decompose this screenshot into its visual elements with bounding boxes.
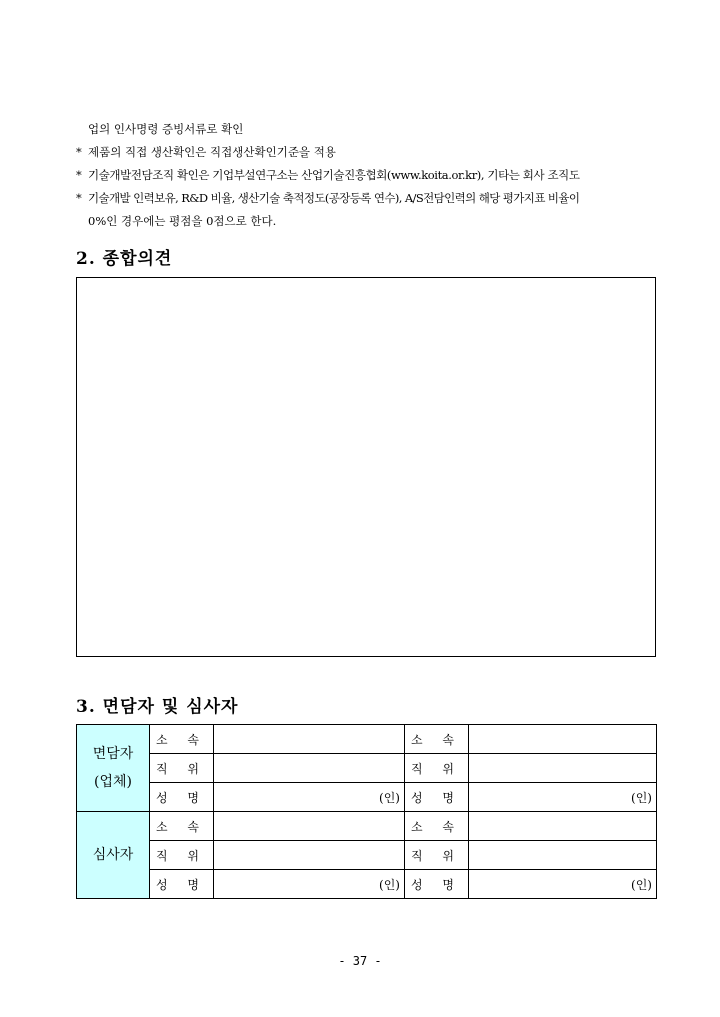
note-bullet: * [76, 145, 82, 159]
note-text: 0%인 경우에는 평점을 0점으로 한다. [88, 214, 277, 228]
note-bullet: * [76, 191, 82, 205]
seal-mark: (인) [379, 877, 400, 892]
note-line [76, 210, 580, 233]
table-row [77, 870, 657, 899]
section-title-opinion: 2. 종합의견 [76, 249, 173, 269]
position-label: 직 위 [150, 754, 214, 783]
table-row [77, 812, 657, 841]
position-label: 직 위 [405, 841, 469, 870]
table-row [77, 725, 657, 754]
examiner-1-position-field[interactable] [214, 841, 405, 870]
position-label: 직 위 [405, 754, 469, 783]
name-label: 성 명 [150, 870, 214, 899]
affiliation-label: 소 속 [150, 725, 214, 754]
examiner-2-position-field[interactable] [469, 841, 657, 870]
opinion-textbox[interactable] [76, 277, 656, 657]
interviewee-1-affiliation-field[interactable] [214, 725, 405, 754]
table-row [77, 841, 657, 870]
examiner-group-label: 심사자 [77, 812, 150, 899]
note-line [76, 164, 580, 187]
interviewee-1-position-field[interactable] [214, 754, 405, 783]
interviewee-1-name-field[interactable] [214, 783, 405, 812]
table-row [77, 754, 657, 783]
note-text: 기술개발전담조직 확인은 기업부설연구소는 산업기술진흥협회(www.koita.or.kr), 기타는 회사 조직도 [88, 168, 580, 182]
name-label: 성 명 [150, 783, 214, 812]
interviewee-label: 면담자 [92, 746, 134, 762]
section-title-signatures: 3. 면담자 및 심사자 [76, 697, 239, 717]
seal-mark: (인) [631, 790, 652, 805]
examiner-1-affiliation-field[interactable] [214, 812, 405, 841]
interviewee-group-label [77, 725, 150, 812]
note-text: 기술개발 인력보유, R&D 비율, 생산기술 축적정도(공장등록 연수), A/S전담인력의 해당 평가지표 비율이 [88, 191, 580, 205]
page-number: - 37 - [338, 954, 382, 968]
affiliation-label: 소 속 [150, 812, 214, 841]
examiner-1-name-field[interactable] [214, 870, 405, 899]
table-row [77, 783, 657, 812]
interviewee-2-name-field[interactable] [469, 783, 657, 812]
note-text: 제품의 직접 생산확인은 직접생산확인기준을 적용 [88, 145, 336, 159]
seal-mark: (인) [379, 790, 400, 805]
name-label: 성 명 [405, 870, 469, 899]
position-label: 직 위 [150, 841, 214, 870]
note-text: 업의 인사명령 증빙서류로 확인 [88, 122, 244, 136]
notes-block [76, 118, 580, 233]
affiliation-label: 소 속 [405, 725, 469, 754]
note-line [76, 118, 580, 141]
interviewee-sub-label: (업체) [94, 774, 132, 790]
signature-table [76, 724, 657, 899]
seal-mark: (인) [631, 877, 652, 892]
note-line [76, 141, 580, 164]
note-bullet: * [76, 168, 82, 182]
interviewee-2-affiliation-field[interactable] [469, 725, 657, 754]
examiner-2-name-field[interactable] [469, 870, 657, 899]
name-label: 성 명 [405, 783, 469, 812]
note-line [76, 187, 580, 210]
interviewee-2-position-field[interactable] [469, 754, 657, 783]
examiner-2-affiliation-field[interactable] [469, 812, 657, 841]
affiliation-label: 소 속 [405, 812, 469, 841]
